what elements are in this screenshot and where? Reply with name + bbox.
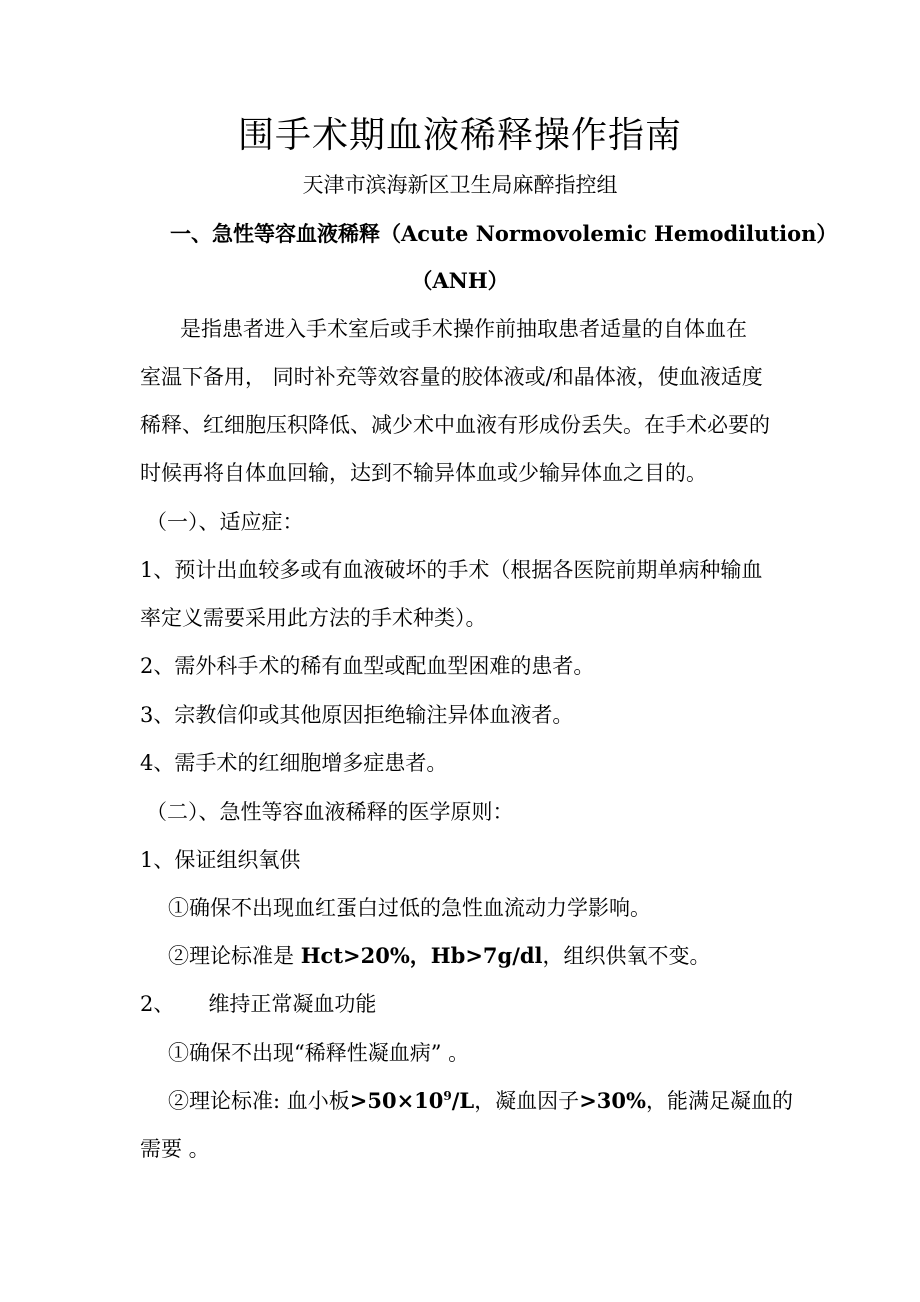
principle-2-item-b-platelet: >50×10 [349, 1088, 444, 1113]
intro-line-3: 稀释、红细胞压积降低、减少术中血液有形成份丢失。在手术必要的 [140, 413, 770, 437]
principle-1-item-b-prefix: ②理论标准是 [168, 944, 301, 968]
principle-2-item-b [168, 1086, 818, 1116]
indication-item-3: 3、宗教信仰或其他原因拒绝输注异体血液者。 [140, 703, 574, 727]
intro-line-2: 室温下备用， 同时补充等效容量的胶体液或/和晶体液，使血液适度 [140, 365, 763, 389]
indication-item-4: 4、需手术的红细胞增多症患者。 [140, 751, 448, 775]
principle-1-item-b [168, 941, 818, 971]
principle-2-item-b-exponent: 9 [443, 1089, 452, 1103]
section-heading-anh-abbr: （ANH） [411, 268, 509, 293]
intro-line-1: 是指患者进入手术室后或手术操作前抽取患者适量的自体血在 [180, 317, 747, 341]
document-subtitle: 天津市滨海新区卫生局麻醉指控组 [302, 173, 618, 197]
principle-1-item-a: ①确保不出现血红蛋白过低的急性血流动力学影响。 [168, 896, 651, 920]
indications-heading: （一）、适应症： [146, 510, 304, 534]
principles-heading: （二）、急性等容血液稀释的医学原则： [146, 800, 514, 824]
section-heading-anh: 一、急性等容血液稀释（Acute Normovolemic Hemodilution） [170, 221, 838, 246]
document-title: 围手术期血液稀释操作指南 [237, 115, 682, 156]
principle-2-title: 维持正常凝血功能 [208, 992, 377, 1016]
indication-item-1-line-2: 率定义需要采用此方法的手术种类）。 [140, 606, 487, 630]
principle-1-title: 1、保证组织氧供 [140, 848, 301, 872]
intro-line-4: 时候再将自体血回输，达到不输异体血或少输异体血之目的。 [140, 461, 707, 485]
principle-1-item-b-suffix: ，组织供氧不变。 [542, 944, 711, 968]
principle-2-title-row [140, 989, 790, 1019]
principle-2-item-b-unit: /L [451, 1088, 475, 1113]
principle-2-item-b-suffix: ，能满足凝血的 [645, 1089, 793, 1113]
principle-2-item-b-factor: >30% [579, 1088, 646, 1113]
principle-1-item-b-values: Hct>20%，Hb>7g/dl [300, 943, 543, 968]
principle-2-item-b-mid: ，凝血因子 [474, 1089, 580, 1113]
indication-item-2: 2、需外科手术的稀有血型或配血型困难的患者。 [140, 654, 595, 678]
principle-2-number: 2、 [140, 992, 175, 1016]
principle-2-item-a: ①确保不出现“稀释性凝血病” 。 [168, 1041, 470, 1065]
indication-item-1-line-1: 1、预计出血较多或有血液破坏的手术（根据各医院前期单病种输血 [140, 558, 763, 582]
principle-2-item-b-line-2: 需要 。 [140, 1137, 210, 1161]
principle-2-item-b-prefix: ②理论标准: 血小板 [168, 1089, 350, 1113]
